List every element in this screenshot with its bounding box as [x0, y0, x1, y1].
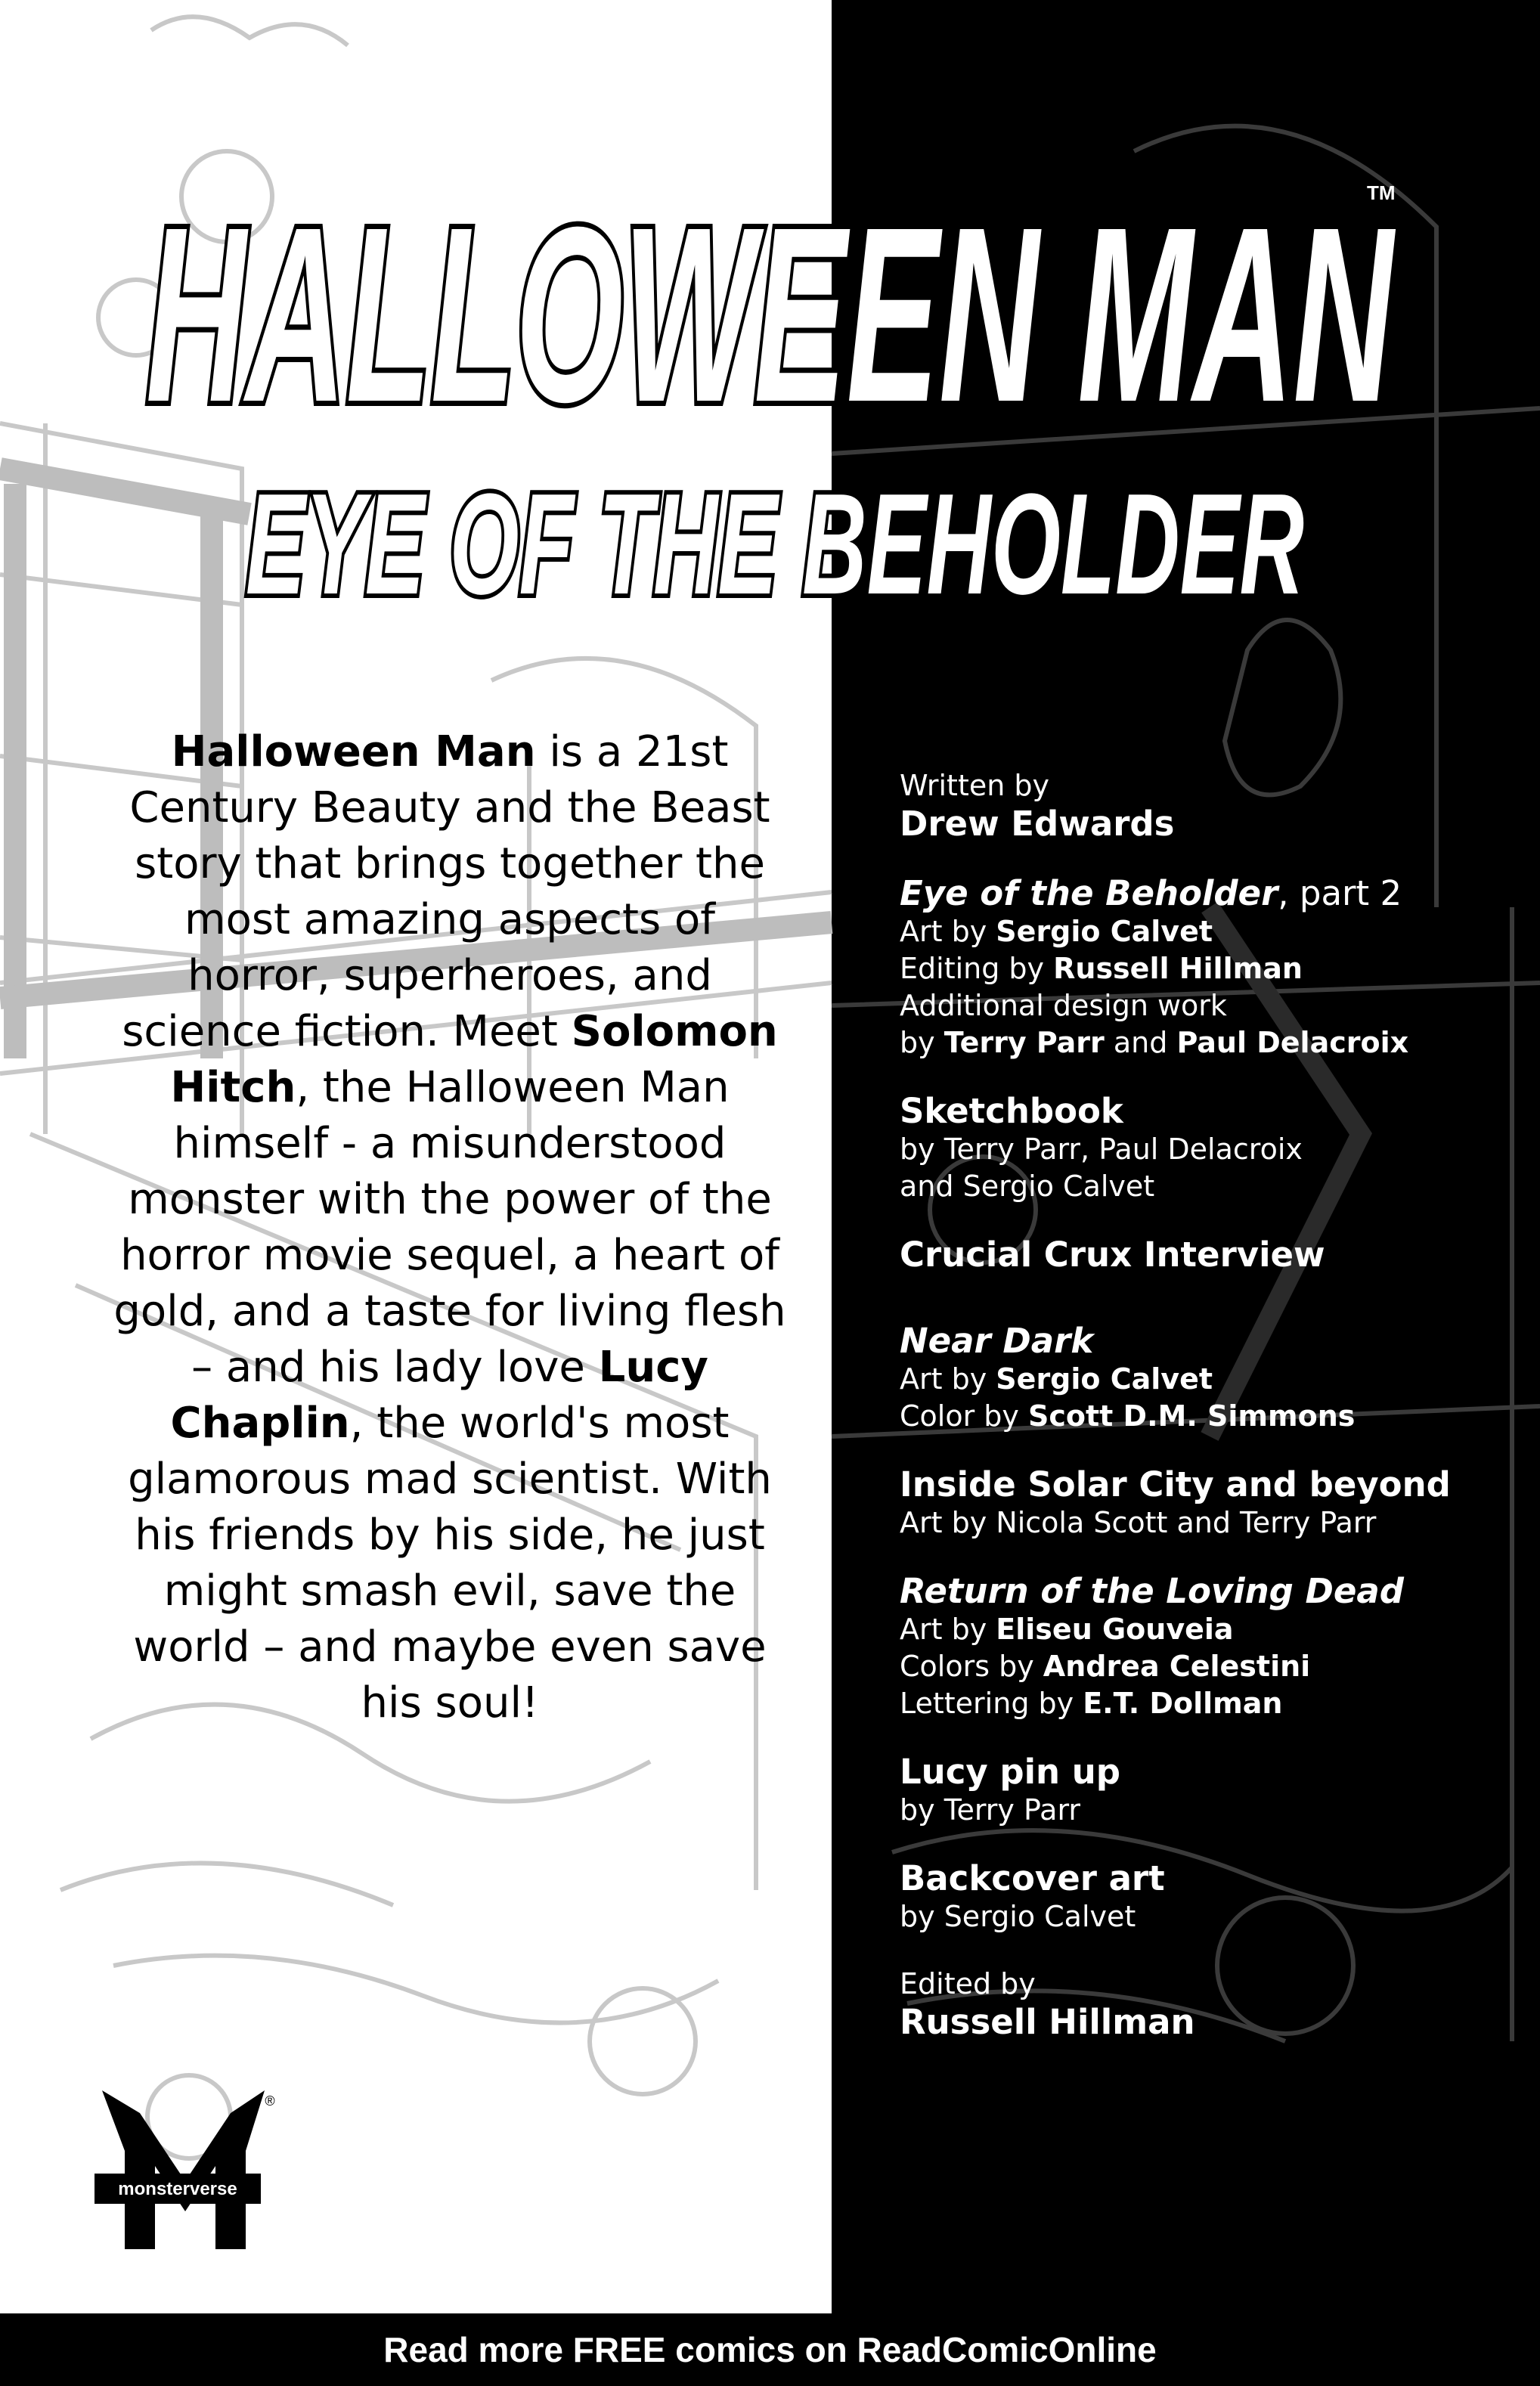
back-line: by Sergio Calvet [900, 1900, 1136, 1933]
eye-art-label: Art by [900, 915, 996, 948]
written-label: Written by [900, 769, 1049, 802]
sketch-line-1: by Terry Parr, Paul Delacroix [900, 1133, 1303, 1166]
return-color-label: Colors by [900, 1650, 1043, 1683]
eye-art-name: Sergio Calvet [996, 915, 1213, 948]
solar-title: Inside Solar City and beyond [900, 1464, 1451, 1504]
comic-title [0, 91, 1540, 438]
credit-sketchbook [900, 1092, 1504, 1205]
near-title: Near Dark [900, 1321, 1094, 1361]
desc-solomon-hitch: Solomon Hitch [170, 1007, 778, 1112]
crux-title: Crucial Crux Interview [900, 1235, 1325, 1275]
credit-writer [900, 767, 1504, 844]
desc-halloween-man: Halloween Man [171, 727, 536, 776]
desc-text-3: , the world's most glamorous mad scientist. With his friends by his side, he just might smash evil, save the world – and maybe even save his soul! [128, 1399, 772, 1728]
solar-line: Art by Nicola Scott and Terry Parr [900, 1506, 1377, 1539]
desc-lucy-chaplin: Lucy Chaplin [170, 1343, 708, 1448]
title-sub-text: EYE OF THE BEHOLDER [246, 464, 1304, 624]
credit-return-loving-dead [900, 1572, 1504, 1722]
credit-eye-of-the-beholder [900, 874, 1504, 1061]
title-main-text: HALLOWEEN MAN [146, 175, 1398, 438]
sketch-title: Sketchbook [900, 1091, 1123, 1131]
logo-text: monsterverse [118, 2179, 237, 2199]
return-color-name: Andrea Celestini [1043, 1650, 1311, 1683]
sketch-line-2: and Sergio Calvet [900, 1170, 1155, 1203]
eye-design-label: Additional design work [900, 989, 1227, 1022]
credit-backcover [900, 1859, 1504, 1935]
near-art-label: Art by [900, 1362, 996, 1396]
credit-interview [900, 1235, 1504, 1275]
written-name: Drew Edwards [900, 804, 1175, 844]
edited-label: Edited by [900, 1967, 1036, 2000]
footer-banner[interactable]: Read more FREE comics on ReadComicOnline [0, 2313, 1540, 2386]
comic-subtitle [0, 431, 1540, 658]
return-art-label: Art by [900, 1613, 996, 1646]
return-letter-name: E.T. Dollman [1083, 1687, 1283, 1720]
monsterverse-logo [95, 2083, 276, 2257]
desc-text-1: is a 21st Century Beauty and the Beast story that brings together the most amazing aspects of horror, superheroes, and science fiction. Meet [122, 727, 770, 1056]
credits-list [900, 767, 1504, 2072]
credit-near-dark [900, 1322, 1504, 1435]
eye-edit-label: Editing by [900, 952, 1054, 985]
eye-title: Eye of the Beholder [900, 873, 1278, 913]
edited-name: Russell Hillman [900, 2002, 1195, 2042]
logo-registered: ® [265, 2093, 275, 2109]
eye-design-by: by [900, 1026, 944, 1059]
credit-editor [900, 1966, 1504, 2042]
return-title: Return of the Loving Dead [900, 1571, 1404, 1611]
series-description [113, 724, 786, 1731]
pinup-line: by Terry Parr [900, 1793, 1081, 1827]
near-color-label: Color by [900, 1399, 1028, 1433]
eye-design-name-1: Terry Parr [944, 1026, 1105, 1059]
credit-solar-city [900, 1465, 1504, 1542]
eye-design-and: and [1104, 1026, 1177, 1059]
pinup-title: Lucy pin up [900, 1752, 1120, 1792]
trademark-mark: TM [1367, 181, 1396, 204]
desc-text-2: , the Halloween Man himself - a misunderstood monster with the power of the horror movie sequel, a heart of gold, and a taste for living flesh – and his lady love [113, 1063, 786, 1392]
credit-pin-up [900, 1752, 1504, 1829]
eye-edit-name: Russell Hillman [1053, 952, 1303, 985]
eye-design-name-2: Paul Delacroix [1176, 1026, 1409, 1059]
return-letter-label: Lettering by [900, 1687, 1083, 1720]
return-art-name: Eliseu Gouveia [996, 1613, 1234, 1646]
near-art-name: Sergio Calvet [996, 1362, 1213, 1396]
eye-part: , part 2 [1278, 873, 1402, 913]
near-color-name: Scott D.M. Simmons [1027, 1399, 1356, 1433]
back-title: Backcover art [900, 1858, 1165, 1898]
